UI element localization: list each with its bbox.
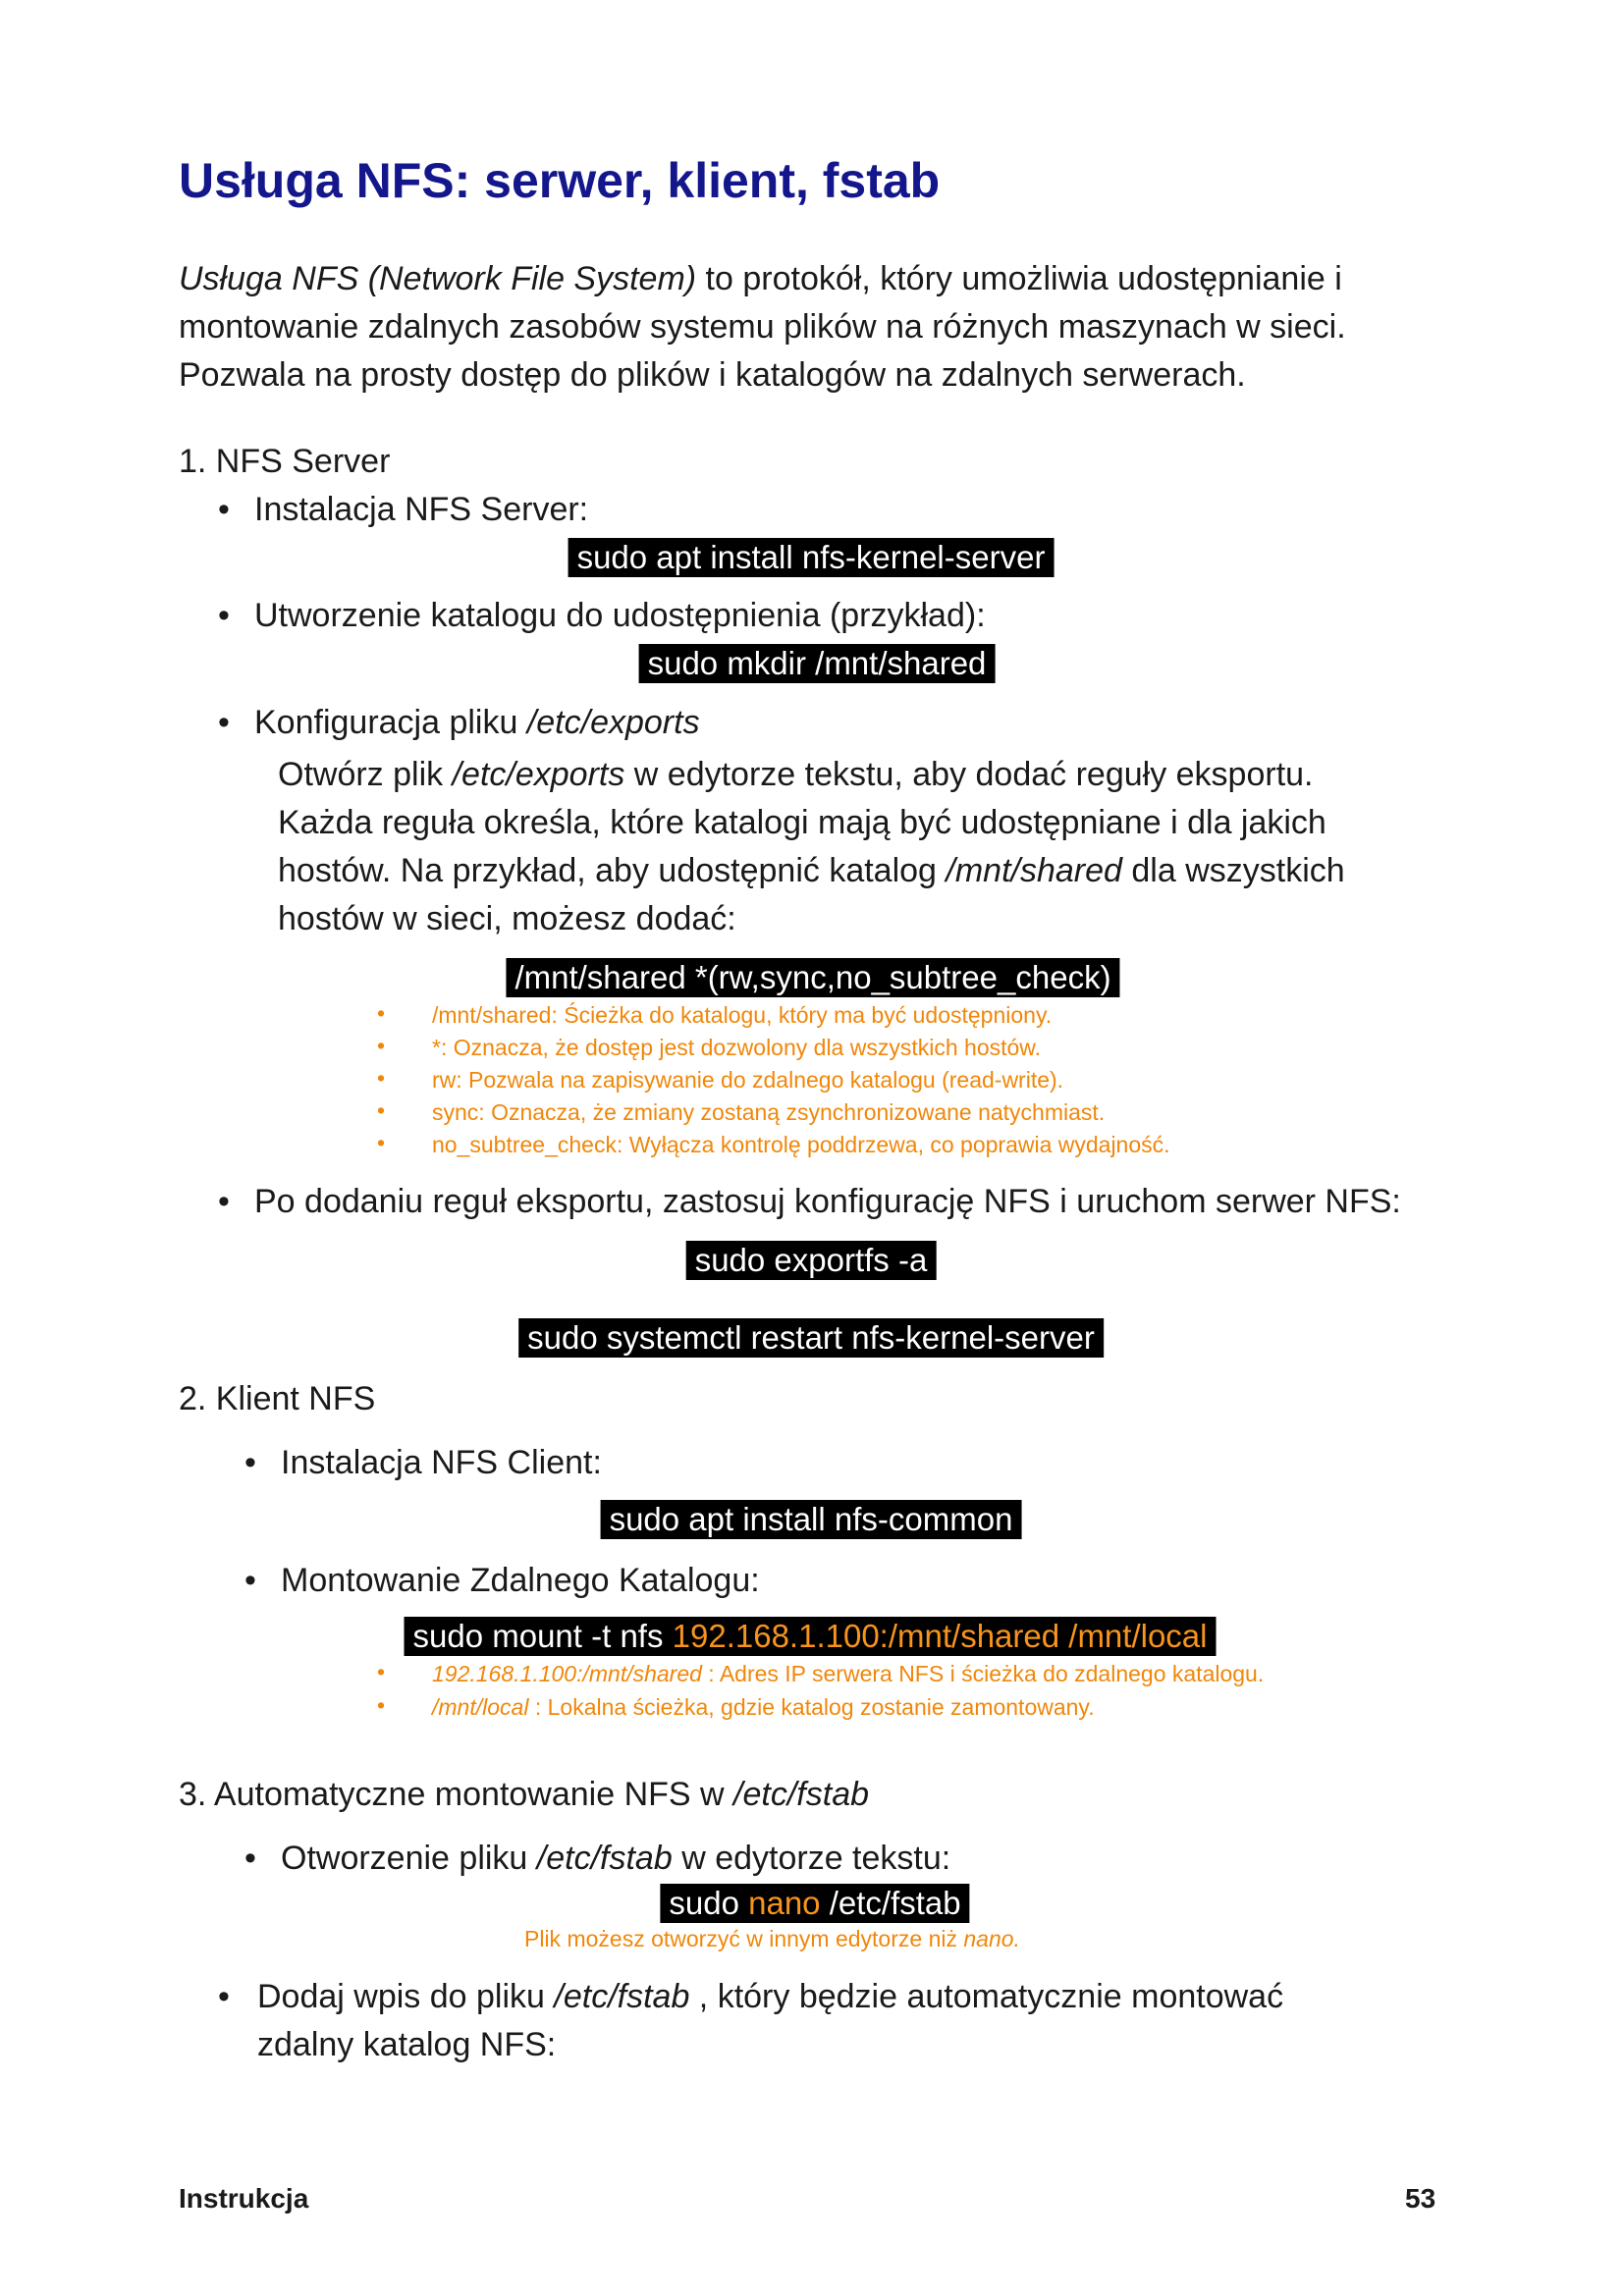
nano-command: sudo nano /etc/fstab (660, 1884, 969, 1923)
intro-term: Usługa NFS (Network File System) (179, 260, 697, 297)
bullet: • (218, 704, 230, 741)
section3-heading: 3. Automatyczne montowanie NFS w /etc/fstab (179, 1776, 870, 1813)
mkdir-label: Utworzenie katalogu do udostępnienia (przykład): (254, 597, 986, 634)
install-server-label: Instalacja NFS Server: (254, 491, 589, 528)
install-server-command: sudo apt install nfs-kernel-server (568, 538, 1055, 577)
exports-line-command: /mnt/shared *(rw,sync,no_subtree_check) (506, 958, 1119, 997)
add-entry-line-1: Dodaj wpis do pliku /etc/fstab , który będzie automatycznie montować (257, 1978, 1284, 2015)
nano-note: Plik możesz otworzyć w innym edytorze niż nano. (524, 1926, 1020, 1951)
mkdir-command: sudo mkdir /mnt/shared (639, 644, 996, 683)
exports-note: • /mnt/shared: Ścieżka do katalogu, który ma być udostępniony. (377, 1000, 1053, 1028)
mount-command: sudo mount -t nfs 192.168.1.100:/mnt/shared /mnt/local (405, 1617, 1217, 1656)
config-para-line-4: hostów w sieci, możesz dodać: (278, 900, 736, 937)
footer-label: Instrukcja (179, 2183, 309, 2214)
section2-heading: 2. Klient NFS (179, 1380, 376, 1417)
intro-line-3: Pozwala na prosty dostęp do plików i katalogów na zdalnych serwerach. (179, 356, 1246, 394)
config-label: Konfiguracja pliku /etc/exports (254, 704, 700, 741)
bullet: • (244, 1562, 256, 1599)
bullet: • (218, 1183, 230, 1220)
restart-server-command: sudo systemctl restart nfs-kernel-server (518, 1318, 1104, 1358)
open-fstab-label: Otworzenie pliku /etc/fstab w edytorze tekstu: (281, 1840, 951, 1877)
install-client-label: Instalacja NFS Client: (281, 1444, 602, 1481)
exportfs-command: sudo exportfs -a (686, 1241, 937, 1280)
config-para-line-1: Otwórz plik /etc/exports w edytorze tekstu, aby dodać reguły eksportu. (278, 756, 1314, 793)
apply-config-label: Po dodaniu reguł eksportu, zastosuj konfigurację NFS i uruchom serwer NFS: (254, 1183, 1401, 1220)
mount-label: Montowanie Zdalnego Katalogu: (281, 1562, 760, 1599)
add-entry-line-2: zdalny katalog NFS: (257, 2026, 557, 2063)
exports-note: • no_subtree_check: Wyłącza kontrolę poddrzewa, co poprawia wydajność. (377, 1130, 1170, 1157)
bullet: • (218, 1978, 230, 2015)
config-para-line-3: hostów. Na przykład, aby udostępnić katalog /mnt/shared dla wszystkich (278, 852, 1345, 889)
bullet: • (218, 597, 230, 634)
intro-line-2: montowanie zdalnych zasobów systemu plików na różnych maszynach w sieci. (179, 308, 1346, 346)
section1-heading: 1. NFS Server (179, 443, 391, 480)
exports-note: • sync: Oznacza, że zmiany zostaną zsynchronizowane natychmiast. (377, 1097, 1106, 1125)
bullet: • (218, 491, 230, 528)
mount-note: • 192.168.1.100:/mnt/shared : Adres IP serwera NFS i ścieżka do zdalnego katalogu. (377, 1659, 1265, 1686)
install-client-command: sudo apt install nfs-common (601, 1500, 1022, 1539)
mount-note: • /mnt/local : Lokalna ścieżka, gdzie katalog zostanie zamontowany. (377, 1692, 1095, 1720)
page-number: 53 (1405, 2183, 1436, 2214)
exports-note: • rw: Pozwala na zapisywanie do zdalnego katalogu (read-write). (377, 1065, 1064, 1093)
exports-note: • *: Oznacza, że dostęp jest dozwolony dla wszystkich hostów. (377, 1033, 1042, 1060)
page-title: Usługa NFS: serwer, klient, fstab (179, 153, 941, 208)
bullet: • (244, 1444, 256, 1481)
config-para-line-2: Każda reguła określa, które katalogi mają być udostępniane i dla jakich (278, 804, 1326, 841)
bullet: • (244, 1840, 256, 1877)
intro-line-1: Usługa NFS (Network File System) to protokół, który umożliwia udostępnianie i (179, 260, 1342, 297)
